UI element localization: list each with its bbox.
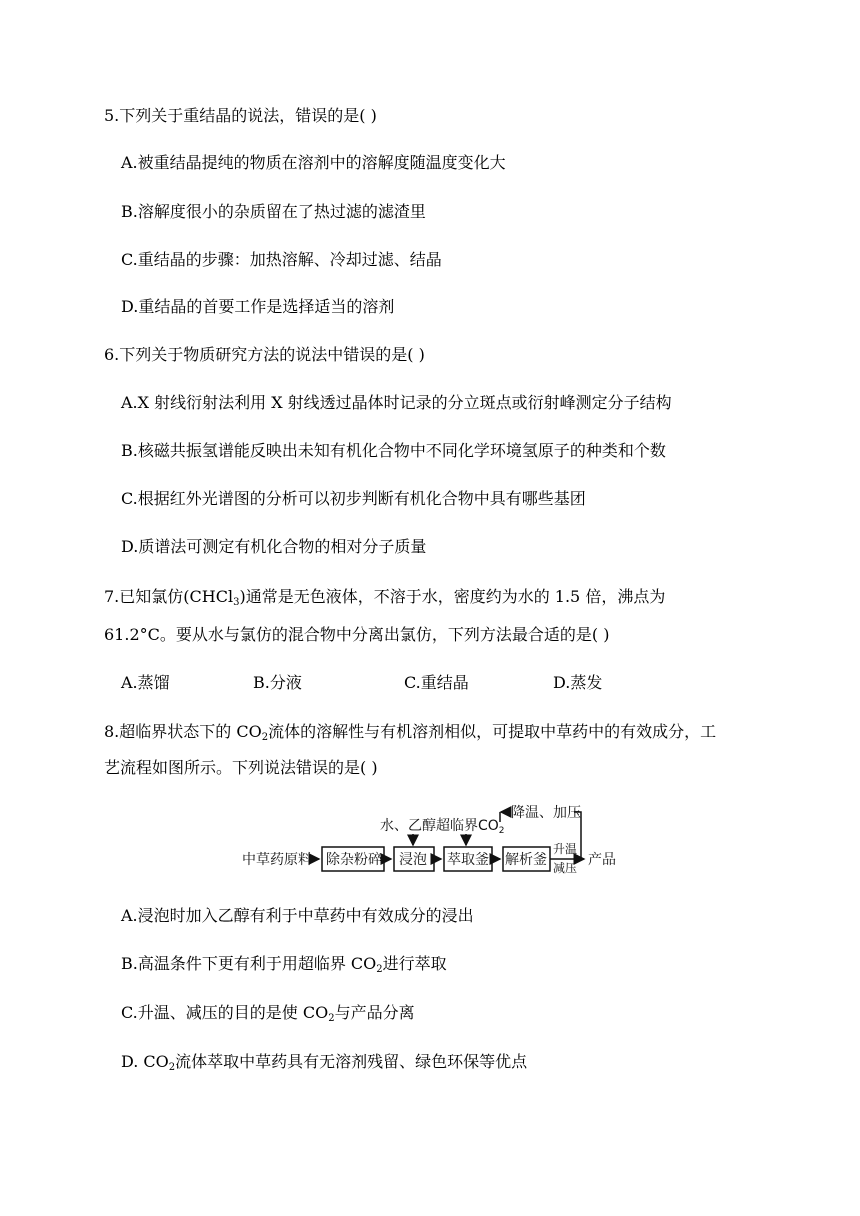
q7-option-a: A.蒸馏 (121, 673, 170, 692)
q6-option-d: D.质谱法可测定有机化合物的相对分子质量 (121, 537, 427, 556)
q8-stem-line2: 艺流程如图所示。下列说法错误的是( ) (104, 758, 378, 777)
step4-label: 解析釜 (505, 852, 547, 868)
q8-stem-line1: 8.超临界状态下的 $CO_2$流体的溶解性与有机溶剂相似，可提取中草药中的有效成分，工 (104, 722, 717, 743)
input-supercritical-co2-label: 超临界$CO_2$ (436, 818, 505, 836)
q7-stem-post: 通常是无色液体，不溶于水，密度约为水的 1.5 倍，沸点为 (245, 587, 666, 606)
condition-depressurize-label: 减压 (553, 861, 578, 875)
q5-option-c: C.重结晶的步骤：加热溶解、冷却过滤、结晶 (121, 250, 442, 269)
q6-option-c: C.根据红外光谱图的分析可以初步判断有机化合物中具有哪些基团 (121, 489, 586, 508)
q7-option-c: C.重结晶 (404, 673, 469, 692)
q5-option-d: D.重结晶的首要工作是选择适当的溶剂 (121, 297, 395, 316)
q7-stem-pre: 7.已知氯仿 (104, 587, 184, 606)
q8-option-d: D. $CO_2$流体萃取中草药具有无溶剂残留、绿色环保等优点 (121, 1052, 528, 1073)
raw-material-label: 中草药原料 (242, 852, 312, 868)
step2-label: 浸泡 (399, 852, 427, 868)
q6-option-b: B.核磁共振氢谱能反映出未知有机化合物中不同化学环境氢原子的种类和个数 (121, 441, 666, 460)
product-label: 产品 (588, 852, 616, 868)
q8-option-c: C.升温、减压的目的是使 $CO_2$与产品分离 (121, 1003, 415, 1024)
q5-option-a: A.被重结晶提纯的物质在溶剂中的溶解度随温度变化大 (121, 153, 506, 172)
condition-heat-label: 升温 (553, 842, 578, 856)
q7-formula: (CHCl$_3$) (183, 587, 246, 608)
q7-option-d: D.蒸发 (553, 673, 603, 692)
step3-label: 萃取釜 (447, 852, 489, 868)
q6-option-a: A.X 射线衍射法利用 X 射线透过晶体时记录的分立斑点或衍射峰测定分子结构 (121, 393, 672, 412)
q8-option-b: B.高温条件下更有利于用超临界 $CO_2$进行萃取 (121, 954, 447, 975)
q5-stem: 5.下列关于重结晶的说法，错误的是( ) (104, 106, 377, 125)
q8-option-a: A.浸泡时加入乙醇有利于中草药中有效成分的浸出 (121, 906, 474, 925)
recycle-label: 降温、加压 (511, 805, 581, 821)
q6-stem: 6.下列关于物质研究方法的说法中错误的是( ) (104, 345, 425, 364)
q7-option-b: B.分液 (253, 673, 302, 692)
q7-stem-line2: 61.2°C。要从水与氯仿的混合物中分离出氯仿，下列方法最合适的是( ) (104, 625, 610, 644)
step1-label: 除杂粉碎 (326, 852, 382, 868)
input-water-ethanol-label: 水、乙醇 (380, 818, 436, 834)
q5-option-b: B.溶解度很小的杂质留在了热过滤的滤渣里 (121, 202, 426, 221)
